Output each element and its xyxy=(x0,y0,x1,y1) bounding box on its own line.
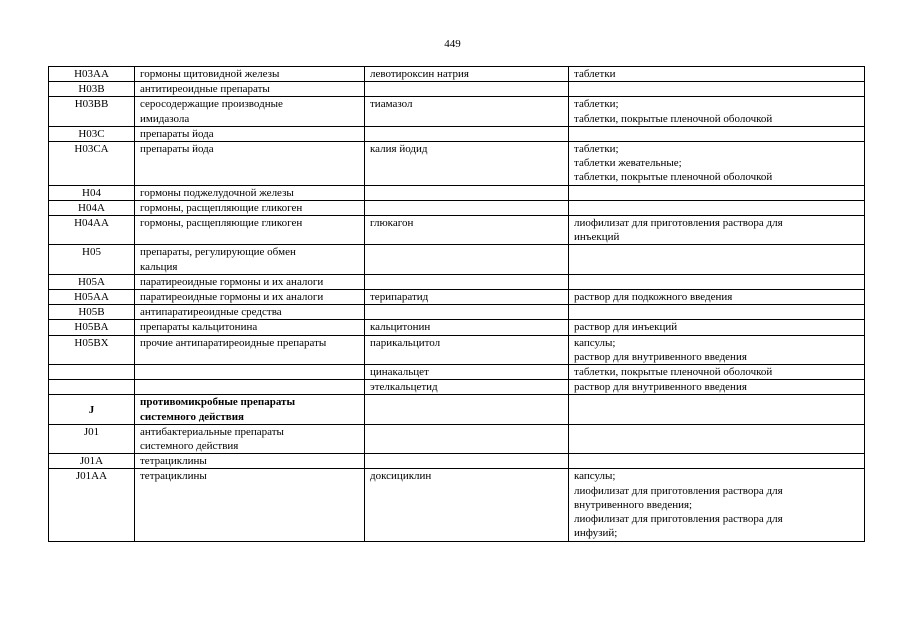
group-name-line: имидазола xyxy=(140,112,190,125)
group-name-line: антитиреоидные препараты xyxy=(140,83,270,96)
dosage-form-line: раствор для внутривенного введения xyxy=(574,381,747,394)
group-name-line: системного действия xyxy=(140,440,239,453)
dosage-form-line: инъекций xyxy=(574,231,620,244)
drug-name-line: доксициклин xyxy=(370,470,432,483)
table-row xyxy=(49,216,865,245)
table-row xyxy=(49,67,865,82)
dosage-form-cell xyxy=(569,335,865,364)
group-name-line: тетрациклины xyxy=(140,470,207,483)
drug-name-line: тиамазол xyxy=(370,98,413,111)
group-name-line: гормоны, расщепляющие гликоген xyxy=(140,201,303,214)
atc-code-cell: H03AA xyxy=(49,67,135,82)
group-name-line: прочие антипаратиреоидные препараты xyxy=(140,336,327,349)
drug-name-cell xyxy=(365,454,569,469)
table-row xyxy=(49,245,865,274)
drug-name-cell xyxy=(365,305,569,320)
group-name-cell xyxy=(135,305,365,320)
drug-name-cell xyxy=(365,82,569,97)
drug-name-line: глюкагон xyxy=(370,217,414,230)
group-name-line: паратиреоидные гормоны и их аналоги xyxy=(140,275,324,288)
group-name-cell xyxy=(135,126,365,141)
group-name-cell xyxy=(135,335,365,364)
drug-name-line: калия йодид xyxy=(370,143,428,156)
dosage-form-line: инфузий; xyxy=(574,527,618,540)
group-name-cell xyxy=(135,424,365,453)
dosage-form-line: раствор для внутривенного введения xyxy=(574,350,747,363)
atc-drug-table xyxy=(48,66,865,542)
group-name-line: системного действия xyxy=(140,410,244,423)
dosage-form-cell xyxy=(569,67,865,82)
drug-name-cell xyxy=(365,365,569,380)
table-row xyxy=(49,380,865,395)
group-name-cell xyxy=(135,274,365,289)
dosage-form-line: таблетки, покрытые пленочной оболочкой xyxy=(574,171,773,184)
drug-name-cell xyxy=(365,67,569,82)
group-name-line: препараты, регулирующие обмен xyxy=(140,246,296,259)
dosage-form-cell xyxy=(569,216,865,245)
group-name-cell xyxy=(135,216,365,245)
dosage-form-cell xyxy=(569,424,865,453)
atc-code-cell: J01 xyxy=(49,424,135,453)
drug-name-cell xyxy=(365,290,569,305)
group-name-line: антипаратиреоидные средства xyxy=(140,306,282,319)
dosage-form-cell xyxy=(569,290,865,305)
drug-name-cell xyxy=(365,97,569,126)
group-name-cell xyxy=(135,365,365,380)
drug-name-cell xyxy=(365,320,569,335)
table-row xyxy=(49,320,865,335)
dosage-form-cell xyxy=(569,274,865,289)
dosage-form-cell xyxy=(569,365,865,380)
group-name-cell xyxy=(135,380,365,395)
group-name-line: препараты йода xyxy=(140,143,214,156)
table-row xyxy=(49,305,865,320)
atc-code-cell xyxy=(49,365,135,380)
drug-name-cell xyxy=(365,395,569,424)
atc-code-cell: J01A xyxy=(49,454,135,469)
group-name-cell xyxy=(135,395,365,424)
drug-name-cell xyxy=(365,126,569,141)
dosage-form-cell xyxy=(569,185,865,200)
group-name-cell xyxy=(135,67,365,82)
drug-name-cell xyxy=(365,380,569,395)
table-row xyxy=(49,126,865,141)
group-name-cell xyxy=(135,82,365,97)
dosage-form-line: таблетки xyxy=(574,68,616,80)
group-name-line: кальция xyxy=(140,260,178,273)
atc-code-cell: H03C xyxy=(49,126,135,141)
dosage-form-line: лиофилизат для приготовления раствора для xyxy=(574,513,783,526)
dosage-form-cell xyxy=(569,395,865,424)
group-name-line: гормоны щитовидной железы xyxy=(140,68,280,80)
table-row xyxy=(49,454,865,469)
dosage-form-cell xyxy=(569,469,865,541)
drug-name-line: терипаратид xyxy=(370,291,429,304)
dosage-form-line: капсулы; xyxy=(574,470,616,483)
dosage-form-cell xyxy=(569,200,865,215)
dosage-form-line: таблетки, покрытые пленочной оболочкой xyxy=(574,366,773,379)
dosage-form-line: таблетки, покрытые пленочной оболочкой xyxy=(574,112,773,125)
group-name-cell xyxy=(135,142,365,186)
group-name-line: препараты йода xyxy=(140,127,214,140)
atc-code-cell: J xyxy=(49,395,135,424)
drug-name-line: парикальцитол xyxy=(370,336,441,349)
group-name-line: гормоны, расщепляющие гликоген xyxy=(140,217,303,230)
dosage-form-line: таблетки; xyxy=(574,143,619,156)
atc-code-cell: H04AA xyxy=(49,216,135,245)
dosage-form-cell xyxy=(569,245,865,274)
drug-name-cell xyxy=(365,424,569,453)
group-name-line: тетрациклины xyxy=(140,455,207,468)
table-row xyxy=(49,82,865,97)
group-name-cell xyxy=(135,290,365,305)
atc-code-cell: H05 xyxy=(49,245,135,274)
dosage-form-line: лиофилизат для приготовления раствора для xyxy=(574,484,783,497)
dosage-form-cell xyxy=(569,305,865,320)
dosage-form-line: таблетки жевательные; xyxy=(574,157,682,170)
group-name-line: паратиреоидные гормоны и их аналоги xyxy=(140,291,324,304)
dosage-form-cell xyxy=(569,142,865,186)
drug-name-cell xyxy=(365,216,569,245)
table-row xyxy=(49,142,865,186)
drug-name-line: левотироксин натрия xyxy=(370,68,469,80)
table-row xyxy=(49,335,865,364)
table-row xyxy=(49,365,865,380)
table-row xyxy=(49,424,865,453)
atc-code-cell: H04A xyxy=(49,200,135,215)
atc-code-cell: H05A xyxy=(49,274,135,289)
drug-name-line: этелкальцетид xyxy=(370,381,438,394)
atc-code-cell: J01AA xyxy=(49,469,135,541)
drug-name-cell xyxy=(365,274,569,289)
dosage-form-line: капсулы; xyxy=(574,336,616,349)
dosage-form-cell xyxy=(569,380,865,395)
atc-code-cell: H05B xyxy=(49,305,135,320)
drug-name-line: цинакальцет xyxy=(370,366,429,379)
group-name-cell xyxy=(135,469,365,541)
atc-code-cell xyxy=(49,380,135,395)
group-name-line: серосодержащие производные xyxy=(140,98,283,111)
group-name-line: антибактериальные препараты xyxy=(140,425,284,438)
dosage-form-cell xyxy=(569,82,865,97)
group-name-cell xyxy=(135,97,365,126)
table-row xyxy=(49,200,865,215)
group-name-cell xyxy=(135,454,365,469)
atc-table-body xyxy=(49,67,865,542)
dosage-form-cell xyxy=(569,97,865,126)
group-name-cell xyxy=(135,185,365,200)
group-name-line: противомикробные препараты xyxy=(140,396,296,409)
group-name-cell xyxy=(135,200,365,215)
dosage-form-line: раствор для инъекций xyxy=(574,321,678,334)
drug-name-cell xyxy=(365,142,569,186)
table-row xyxy=(49,185,865,200)
drug-name-line: кальцитонин xyxy=(370,321,431,334)
drug-name-cell xyxy=(365,245,569,274)
dosage-form-line: внутривенного введения; xyxy=(574,498,693,511)
atc-code-cell: H05BX xyxy=(49,335,135,364)
dosage-form-cell xyxy=(569,126,865,141)
dosage-form-cell xyxy=(569,320,865,335)
drug-name-cell xyxy=(365,200,569,215)
table-row xyxy=(49,290,865,305)
dosage-form-cell xyxy=(569,454,865,469)
atc-code-cell: H03B xyxy=(49,82,135,97)
section-header-row xyxy=(49,395,865,424)
group-name-cell xyxy=(135,320,365,335)
atc-code-cell: H05AA xyxy=(49,290,135,305)
group-name-line: препараты кальцитонина xyxy=(140,321,258,334)
drug-name-cell xyxy=(365,469,569,541)
page-number: 449 xyxy=(444,38,461,50)
atc-code-cell: H04 xyxy=(49,185,135,200)
table-row xyxy=(49,469,865,541)
drug-name-cell xyxy=(365,185,569,200)
group-name-line: гормоны поджелудочной железы xyxy=(140,186,294,199)
group-name-cell xyxy=(135,245,365,274)
dosage-form-line: лиофилизат для приготовления раствора для xyxy=(574,217,783,230)
atc-code-cell: H03CA xyxy=(49,142,135,186)
drug-name-cell xyxy=(365,335,569,364)
atc-code-cell: H05BA xyxy=(49,320,135,335)
dosage-form-line: таблетки; xyxy=(574,98,619,111)
table-row xyxy=(49,274,865,289)
atc-code-cell: H03BB xyxy=(49,97,135,126)
table-row xyxy=(49,97,865,126)
dosage-form-line: раствор для подкожного введения xyxy=(574,291,733,304)
